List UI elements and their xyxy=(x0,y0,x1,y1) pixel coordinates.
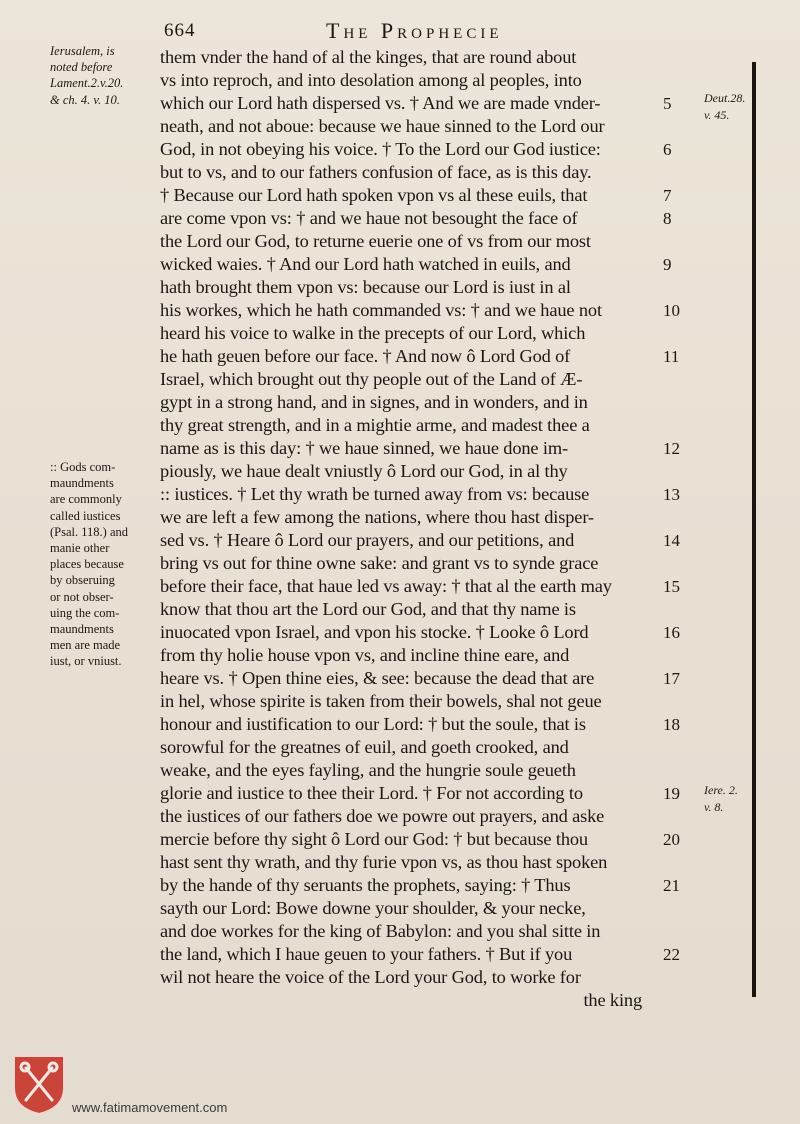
verse-number xyxy=(663,644,699,667)
verse-number: 17 xyxy=(663,669,680,688)
verse-number: 12 xyxy=(663,439,680,458)
text-line: sed vs. † Heare ô Lord our prayers, and our petitions, and xyxy=(160,530,575,550)
verse-number xyxy=(663,690,699,713)
verse-number xyxy=(663,368,699,391)
verse-number xyxy=(663,851,699,874)
text-line: but to vs, and to our fathers confusion of face, as is this day. xyxy=(160,162,592,182)
text-line: are come vpon vs: † and we haue not besought the face of xyxy=(160,208,578,228)
running-title: The Prophecie xyxy=(326,18,503,43)
margin-note-line: Ierusalem, is xyxy=(50,44,115,58)
text-line: he hath geuen before our face. † And now ô Lord God of xyxy=(160,346,571,366)
verse-number xyxy=(663,414,699,437)
margin-note-line: :: Gods com- xyxy=(50,460,116,474)
verse-number xyxy=(663,598,699,621)
margin-note-line: maundments xyxy=(50,622,114,637)
text-line: Israel, which brought out thy people out of the Land of Æ- xyxy=(160,369,583,389)
papal-crest-logo-icon xyxy=(12,1054,66,1116)
catchword: the king xyxy=(583,990,642,1010)
text-line: honour and iustification to our Lord: † but the soule, that is xyxy=(160,714,586,734)
text-line: neath, and not aboue: because we haue sinned to the Lord our xyxy=(160,116,605,136)
verse-number: 16 xyxy=(663,623,680,642)
margin-note-line: & ch. 4. v. 10. xyxy=(50,92,120,107)
text-line: hast sent thy wrath, and thy furie vpon vs, as thou hast spoken xyxy=(160,852,608,872)
margin-note-line: iust, or vniust. xyxy=(50,654,122,669)
verse-number-column xyxy=(663,46,699,989)
verse-number: 22 xyxy=(663,945,680,964)
text-line: the land, which I haue geuen to your fathers. † But if you xyxy=(160,944,573,964)
text-line: vs into reproch, and into desolation among al peoples, into xyxy=(160,70,582,90)
verse-number xyxy=(663,920,699,943)
verse-number xyxy=(663,552,699,575)
margin-reference-line: Deut.28. xyxy=(704,91,746,105)
verse-number xyxy=(663,46,699,69)
text-line: we are left a few among the nations, where thou hast disper- xyxy=(160,507,594,527)
text-line: his workes, which he hath commanded vs: † and we haue not xyxy=(160,300,602,320)
margin-note-line: men are made xyxy=(50,638,121,653)
margin-reference-line: v. 45. xyxy=(704,108,730,122)
margin-note-line: noted before xyxy=(50,60,113,75)
text-line: mercie before thy sight ô Lord our God: † but because thou xyxy=(160,829,588,849)
verse-number: 19 xyxy=(663,784,680,803)
text-line: name as is this day: † we haue sinned, we haue done im- xyxy=(160,438,568,458)
verse-number xyxy=(663,966,699,989)
page-number: 664 xyxy=(164,20,196,41)
main-text-column xyxy=(160,46,670,1012)
margin-note-line: or not obser- xyxy=(50,589,114,604)
verse-number xyxy=(663,460,699,483)
text-line: and doe workes for the king of Babylon: and you shal sitte in xyxy=(160,921,601,941)
margin-note-line: uing the com- xyxy=(50,605,120,620)
text-line: God, in not obeying his voice. † To the Lord our God iustice: xyxy=(160,139,601,159)
text-line: glorie and iustice to thee their Lord. † For not according to xyxy=(160,783,583,803)
text-line: † Because our Lord hath spoken vpon vs al these euils, that xyxy=(160,185,588,205)
margin-note-line: Lament.2.v.20. xyxy=(50,76,124,91)
margin-note-line: are commonly xyxy=(50,492,122,507)
text-line: thy great strength, and in a mightie arme, and madest thee a xyxy=(160,415,590,435)
text-line: which our Lord hath dispersed vs. † And we are made vnder- xyxy=(160,93,601,113)
margin-note-line: places because xyxy=(50,557,124,572)
text-line: them vnder the hand of al the kinges, that are round about xyxy=(160,47,577,67)
verse-number xyxy=(663,736,699,759)
verse-number xyxy=(663,230,699,253)
verse-number xyxy=(663,322,699,345)
text-line: before their face, that haue led vs away: † that al the earth may xyxy=(160,576,612,596)
margin-note-line: manie other xyxy=(50,541,110,556)
text-line: sorowful for the greatnes of euil, and goeth crooked, and xyxy=(160,737,569,757)
text-line: inuocated vpon Israel, and vpon his stocke. † Looke ô Lord xyxy=(160,622,589,642)
text-line: the iustices of our fathers doe we powre out prayers, and aske xyxy=(160,806,605,826)
text-line: by the hande of thy seruants the prophets, saying: † Thus xyxy=(160,875,571,895)
verse-number: 8 xyxy=(663,209,672,228)
verse-number: 14 xyxy=(663,531,680,550)
margin-note-line: called iustices xyxy=(50,508,121,523)
margin-note-line: maundments xyxy=(50,476,114,491)
text-line: the Lord our God, to returne euerie one of vs from our most xyxy=(160,231,591,251)
verse-number: 21 xyxy=(663,876,680,895)
verse-number xyxy=(663,391,699,414)
verse-number: 20 xyxy=(663,830,680,849)
text-line: bring vs out for thine owne sake: and grant vs to synde grace xyxy=(160,553,599,573)
verse-number xyxy=(663,805,699,828)
text-line: know that thou art the Lord our God, and that thy name is xyxy=(160,599,576,619)
website-link[interactable]: www.fatimamovement.com xyxy=(72,1100,228,1115)
verse-number xyxy=(663,276,699,299)
verse-number xyxy=(663,897,699,920)
text-line: in hel, whose spirite is taken from their bowels, shal not geue xyxy=(160,691,602,711)
verse-number xyxy=(663,115,699,138)
text-line: wicked waies. † And our Lord hath watched in euils, and xyxy=(160,254,571,274)
verse-number xyxy=(663,506,699,529)
verse-number: 7 xyxy=(663,186,672,205)
text-line: piously, we haue dealt vniustly ô Lord our God, in al thy xyxy=(160,461,568,481)
text-line: wil not heare the voice of the Lord your God, to worke for xyxy=(160,967,581,987)
verse-number: 11 xyxy=(663,347,680,366)
margin-reference-line: Iere. 2. xyxy=(704,783,738,797)
text-line: :: iustices. † Let thy wrath be turned away from vs: because xyxy=(160,484,590,504)
margin-reference-line: v. 8. xyxy=(704,800,724,814)
vertical-rule xyxy=(752,62,756,997)
verse-number xyxy=(663,69,699,92)
margin-note-line: (Psal. 118.) and xyxy=(50,524,128,539)
verse-number xyxy=(663,759,699,782)
verse-number: 15 xyxy=(663,577,680,596)
text-line: heare vs. † Open thine eies, & see: because the dead that are xyxy=(160,668,595,688)
text-line: hath brought them vpon vs: because our Lord is iust in al xyxy=(160,277,571,297)
margin-note-left-2 xyxy=(50,459,158,670)
margin-note-left-1 xyxy=(50,43,158,108)
verse-number: 6 xyxy=(663,140,672,159)
text-line: sayth our Lord: Bowe downe your shoulder, & your necke, xyxy=(160,898,586,918)
margin-note-line: by obseruing xyxy=(50,573,115,588)
verse-number: 18 xyxy=(663,715,680,734)
text-line: weake, and the eyes fayling, and the hungrie soule geueth xyxy=(160,760,576,780)
text-line: gypt in a strong hand, and in signes, and in wonders, and in xyxy=(160,392,588,412)
verse-number: 5 xyxy=(663,94,672,113)
text-line: heard his voice to walke in the precepts of our Lord, which xyxy=(160,323,586,343)
verse-number: 13 xyxy=(663,485,680,504)
text-line: from thy holie house vpon vs, and incline thine eare, and xyxy=(160,645,570,665)
verse-number: 9 xyxy=(663,255,672,274)
page-header xyxy=(158,18,678,48)
verse-number xyxy=(663,161,699,184)
verse-number: 10 xyxy=(663,301,680,320)
